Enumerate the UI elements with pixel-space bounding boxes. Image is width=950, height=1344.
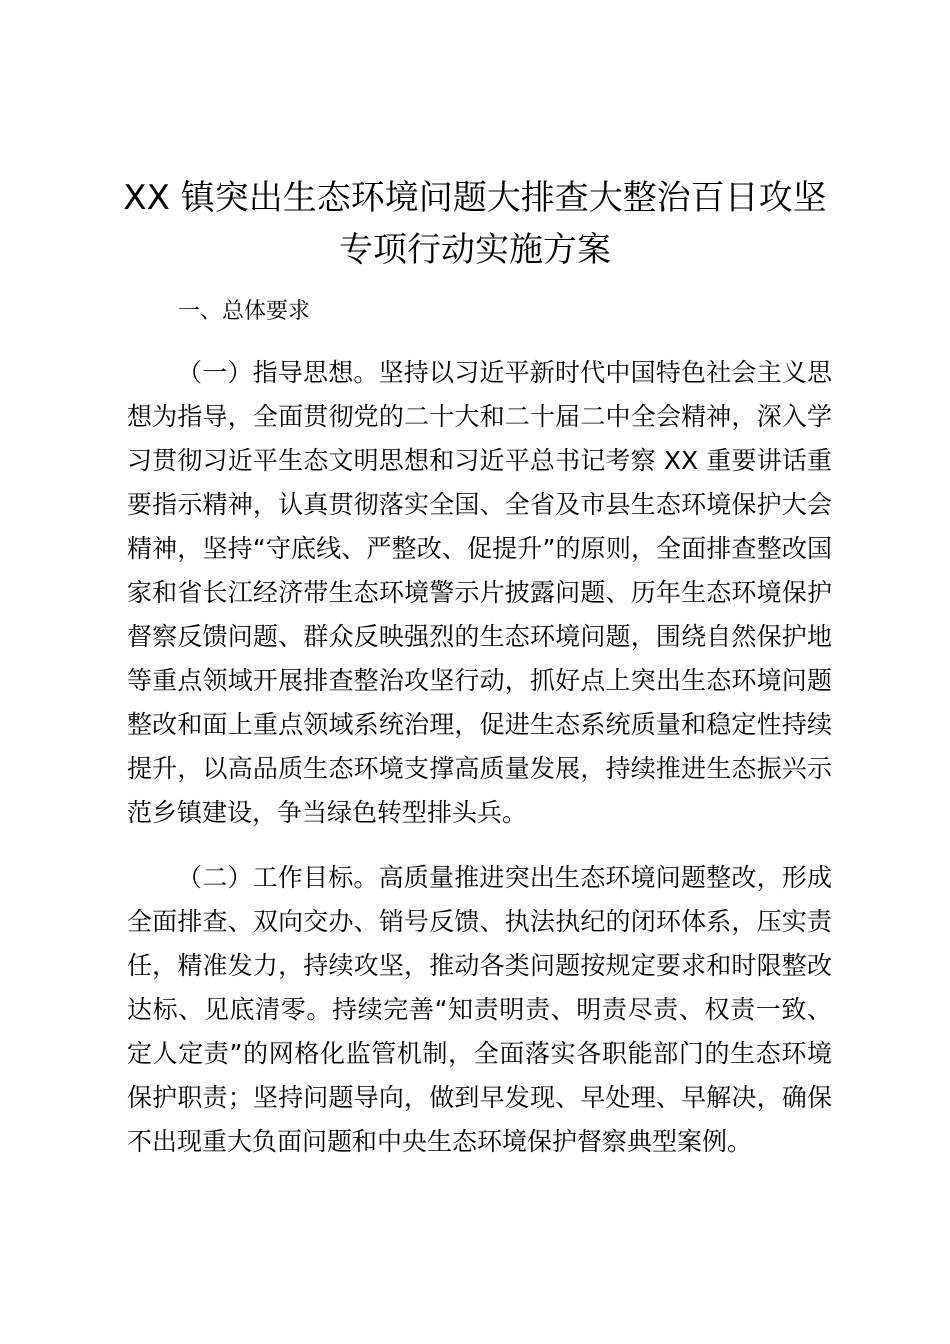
document-title: XX 镇突出生态环境问题大排查大整治百日攻坚专项行动实施方案 bbox=[123, 178, 827, 270]
paragraph-work-goals: （二）工作目标。高质量推进突出生态环境问题整改，形成全面排查、双向交办、销号反馈、执法执纪的闭环体系，压实责任，精准发力，持续攻坚，推动各类问题按规定要求和时限整改达标、见底清零。持续完善“知责明责、明责尽责、权责一致、定人定责”的网格化监管机制，全面落实各职能部门的生态环境保护职责；坚持问题导向，做到早发现、早处理、早解决，确保不出现重大负面问题和中央生态环境保护督察典型案例。 bbox=[127, 863, 832, 1156]
section-heading: 一、总体要求 bbox=[178, 299, 311, 324]
paragraph-guiding-ideology: （一）指导思想。坚持以习近平新时代中国特色社会主义思想为指导，全面贯彻党的二十大和二十届二中全会精神，深入学习贯彻习近平生态文明思想和习近平总书记考察 XX 重要讲话重要指示精神，认真贯彻落实全国、全省及市县生态环境保护大会精神，坚持“守底线、严整改、促提升”的原则，全面排查整改国家和省长江经济带生态环境警示片披露问题、历年生态环境保护督察反馈问题、群众反映强烈的生态环境问题，围绕自然保护地等重点领域开展排查整治攻坚行动，抓好点上突出生态环境问题整改和面上重点领域系统治理，促进生态系统质量和稳定性持续提升，以高品质生态环境支撑高质量发展，持续推进生态振兴示范乡镇建设，争当绿色转型排头兵。 bbox=[127, 358, 832, 827]
